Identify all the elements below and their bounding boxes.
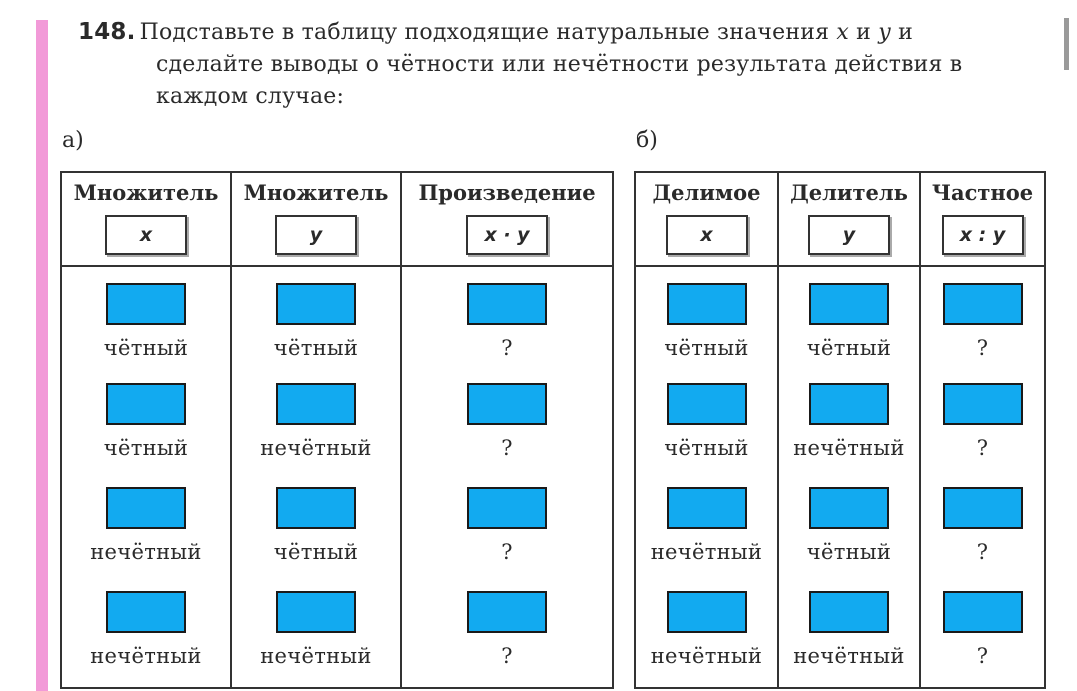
answer-input-box[interactable]: [943, 591, 1023, 633]
parity-label: ?: [501, 336, 513, 360]
table-b-cell: [920, 266, 1045, 375]
problem-line-2: сделайте выводы о чётности или нечётности результата действия в: [156, 52, 963, 77]
var-y: y: [878, 20, 891, 45]
answer-input-box[interactable]: [276, 283, 356, 325]
answer-input-box[interactable]: [276, 383, 356, 425]
parity-label: чётный: [664, 336, 749, 360]
table-a-cell: [61, 479, 231, 583]
table-row: [635, 266, 1045, 375]
table-a-cell: [61, 583, 231, 688]
table-a-header-0: [61, 172, 231, 266]
parity-label: ?: [976, 540, 989, 564]
table-b-header-0: [635, 172, 778, 266]
table-a-variable-box: x: [105, 215, 187, 255]
problem-text-1a: Подставьте в таблицу подходящие натуральные значения: [139, 20, 837, 45]
table-b-variable-box: x: [666, 215, 748, 255]
answer-input-box[interactable]: [106, 487, 186, 529]
var-x: x: [836, 20, 849, 45]
table-b-cell: [920, 583, 1045, 688]
answer-input-box[interactable]: [467, 487, 547, 529]
answer-input-box[interactable]: [667, 383, 747, 425]
table-a-variable-box: x · y: [466, 215, 548, 255]
table-b-cell: [778, 583, 920, 688]
answer-input-box[interactable]: [667, 283, 747, 325]
problem-number: 148.: [78, 19, 136, 45]
parity-label: ?: [501, 436, 513, 460]
parity-label: ?: [501, 644, 513, 668]
answer-input-box[interactable]: [106, 283, 186, 325]
parity-label: нечётный: [650, 540, 763, 564]
table-b-variable-box: y: [808, 215, 890, 255]
answer-input-box[interactable]: [667, 591, 747, 633]
table-a-cell: [401, 266, 613, 375]
table-b-header-2: [920, 172, 1045, 266]
answer-input-box[interactable]: [467, 283, 547, 325]
parity-label: чётный: [273, 336, 359, 360]
part-a-label: а): [62, 128, 84, 153]
margin-bar: [36, 20, 48, 691]
answer-input-box[interactable]: [809, 283, 889, 325]
table-multiplication: [60, 171, 614, 689]
table-row: [61, 266, 613, 375]
answer-input-box[interactable]: [106, 383, 186, 425]
page-edge-mark: [1064, 18, 1069, 70]
answer-input-box[interactable]: [943, 487, 1023, 529]
table-a-cell: [61, 266, 231, 375]
parity-label: нечётный: [793, 436, 905, 460]
parity-label: нечётный: [90, 644, 202, 668]
table-row: [635, 375, 1045, 479]
table-b-cell: [778, 479, 920, 583]
table-b-cell: [778, 375, 920, 479]
table-a-header-title: Произведение: [418, 180, 596, 205]
table-a-cell: [61, 375, 231, 479]
answer-input-box[interactable]: [106, 591, 186, 633]
table-row: [61, 583, 613, 688]
table-b-cell: [778, 266, 920, 375]
parity-label: чётный: [103, 436, 189, 460]
table-a-cell: [401, 479, 613, 583]
parity-label: чётный: [806, 336, 892, 360]
table-b-header-1: [778, 172, 920, 266]
parity-label: чётный: [273, 540, 359, 564]
answer-input-box[interactable]: [276, 487, 356, 529]
table-b-cell: [635, 375, 778, 479]
parity-label: чётный: [806, 540, 892, 564]
table-b-cell: [920, 375, 1045, 479]
answer-input-box[interactable]: [943, 383, 1023, 425]
problem-text-1b: и: [890, 20, 913, 45]
parity-label: чётный: [664, 436, 749, 460]
table-row: [61, 375, 613, 479]
table-b-cell: [635, 583, 778, 688]
parity-label: чётный: [103, 336, 189, 360]
problem-line-3: каждом случае:: [156, 84, 345, 109]
answer-input-box[interactable]: [467, 383, 547, 425]
problem-text-and: и: [848, 20, 879, 45]
problem-line-1: [78, 16, 1058, 49]
table-b-cell: [635, 266, 778, 375]
table-a-header-1: [231, 172, 401, 266]
parity-label: ?: [501, 540, 513, 564]
table-division: [634, 171, 1046, 689]
table-b-variable-box: x : y: [942, 215, 1024, 255]
table-b-header-title: Делитель: [790, 180, 908, 205]
answer-input-box[interactable]: [467, 591, 547, 633]
table-b-header-title: Делимое: [652, 180, 761, 205]
part-b-label: б): [636, 128, 658, 153]
problem-statement: [78, 16, 1058, 113]
table-a-cell: [231, 583, 401, 688]
answer-input-box[interactable]: [809, 591, 889, 633]
answer-input-box[interactable]: [667, 487, 747, 529]
table-a-variable-box: y: [275, 215, 357, 255]
table-a-header-title: Множитель: [73, 180, 219, 205]
table-b-cell: [920, 479, 1045, 583]
table-a-cell: [231, 375, 401, 479]
parity-label: ?: [976, 436, 989, 460]
table-a-cell: [401, 375, 613, 479]
parity-label: нечётный: [260, 436, 372, 460]
parity-label: нечётный: [90, 540, 202, 564]
table-b-cell: [635, 479, 778, 583]
answer-input-box[interactable]: [276, 591, 356, 633]
table-a-cell: [401, 583, 613, 688]
table-row: [635, 583, 1045, 688]
answer-input-box[interactable]: [943, 283, 1023, 325]
parity-label: нечётный: [650, 644, 763, 668]
table-b-header-title: Частное: [931, 180, 1034, 205]
table-row: [61, 479, 613, 583]
table-a-header-2: [401, 172, 613, 266]
table-row: [635, 479, 1045, 583]
table-a-header-title: Множитель: [243, 180, 389, 205]
parity-label: ?: [976, 336, 989, 360]
table-a-cell: [231, 479, 401, 583]
parity-label: нечётный: [260, 644, 372, 668]
table-a-cell: [231, 266, 401, 375]
answer-input-box[interactable]: [809, 383, 889, 425]
answer-input-box[interactable]: [809, 487, 889, 529]
parity-label: нечётный: [793, 644, 905, 668]
parity-label: ?: [976, 644, 989, 668]
